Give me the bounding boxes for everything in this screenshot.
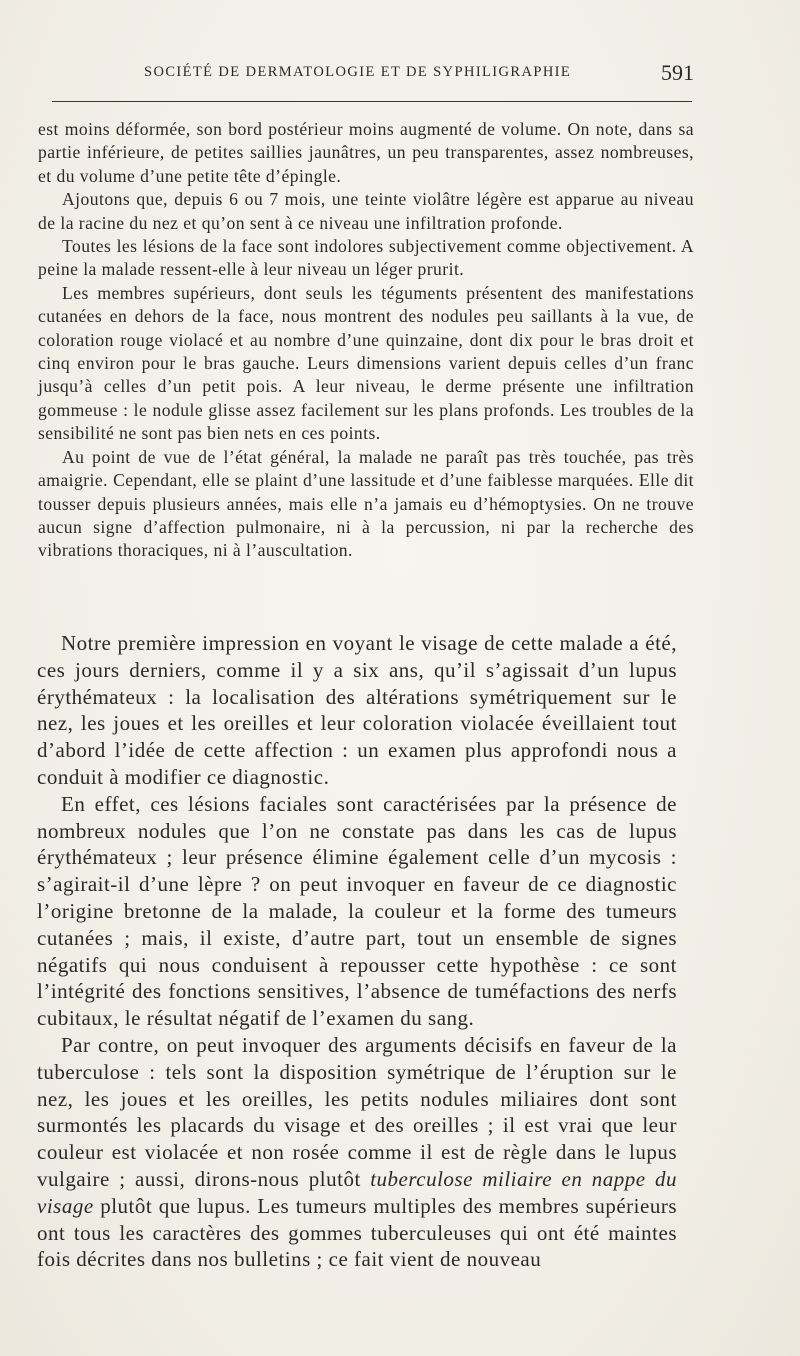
paragraph [37, 1032, 677, 1273]
discussion [37, 630, 677, 1273]
paragraph: Toutes les lésions de la face sont indolores subjectivement comme objectivement. A peine la malade ressent-elle à leur niveau un léger prurit. [38, 236, 694, 280]
case-description [38, 118, 694, 563]
paragraph: Les membres supérieurs, dont seuls les téguments présentent des manifestations cutanées en dehors de la face, nous montrent des nodules peu saillants à la vue, de coloration rouge violacé et au nombre d’une quinzaine, dont dix pour le bras droit et cinq environ pour le bras gauche. Leurs dimensions varient depuis celles d’un franc jusqu’à celles d’un petit pois. A leur niveau, le derme présente une infiltration gommeuse : le nodule glisse assez facilement sur les plans profonds. Les troubles de la sensibilité ne sont pas bien nets en ces points. [38, 282, 694, 444]
paragraph: En effet, ces lésions faciales sont caractérisées par la présence de nombreux nodules que l’on ne constate pas dans les cas de lupus érythémateux ; leur présence élimine également celle d’un mycosis : s’agirait-il d’une lèpre ? on peut invoquer en faveur de ce diagnostic l’origine bretonne de la malade, la couleur et la forme des tumeurs cutanées ; mais, il existe, d’autre part, tout un ensemble de signes négatifs qui nous conduisent à repousser cette hypothèse : ce sont l’intégrité des fonctions sensitives, l’absence de tuméfactions des nerfs cubitaux, le résultat négatif de l’examen du sang. [37, 791, 677, 1031]
paragraph: est moins déformée, son bord postérieur moins augmenté de volume. On note, dans sa partie inférieure, de petites saillies jaunâtres, un peu transparentes, assez nombreuses, et du volume d’une petite tête d’épingle. [38, 119, 694, 186]
page-header [52, 60, 694, 88]
page-number: 591 [661, 60, 694, 85]
header-rule [52, 101, 692, 102]
paragraph: Notre première impression en voyant le visage de cette malade a été, ces jours derniers, comme il y a six ans, qu’il s’agissait d’un lupus érythémateux : la localisation des altérations symétriquement sur le nez, les joues et les oreilles et leur coloration violacée éveillaient tout d’abord l’idée de cette affection : un examen plus approfondi nous a conduit à modifier ce diagnostic. [37, 631, 677, 789]
paragraph-text: Par contre, on peut invoquer des arguments décisifs en faveur de la tuberculose : tels sont la disposition symétrique de l’éruption sur le nez, les joues et les oreilles, les petits nodules miliaires dont sont surmontés les placards du visage et des oreilles ; il est vrai que leur couleur est violacée et non rosée comme il est de règle dans le lupus vulgaire ; aussi, dirons-nous plutôt [37, 1032, 677, 1191]
paragraph: Au point de vue de l’état général, la malade ne paraît pas très touchée, pas très amaigrie. Cependant, elle se plaint d’une lassitude et d’une faiblesse marquées. Elle dit tousser depuis plusieurs années, mais elle n’a jamais eu d’hémoptysies. On ne trouve aucun signe d’affection pulmonaire, ni à la percussion, ni par la recherche des vibrations thoraciques, ni à l’auscultation. [38, 446, 694, 561]
running-title: SOCIÉTÉ DE DERMATOLOGIE ET DE SYPHILIGRAPHIE [144, 64, 572, 80]
italic-diagnosis: tuberculose miliaire en nappe du visage [37, 1166, 677, 1218]
paragraph: Ajoutons que, depuis 6 ou 7 mois, une teinte violâtre légère est apparue au niveau de la racine du nez et qu’on sent à ce niveau une infiltration profonde. [38, 189, 694, 233]
paragraph-text: plutôt que lupus. Les tumeurs multiples des membres supérieurs ont tous les caractères des gommes tuberculeuses qui ont été maintes fois décrites dans nos bulletins ; ce fait vient de nouveau [37, 1193, 677, 1272]
